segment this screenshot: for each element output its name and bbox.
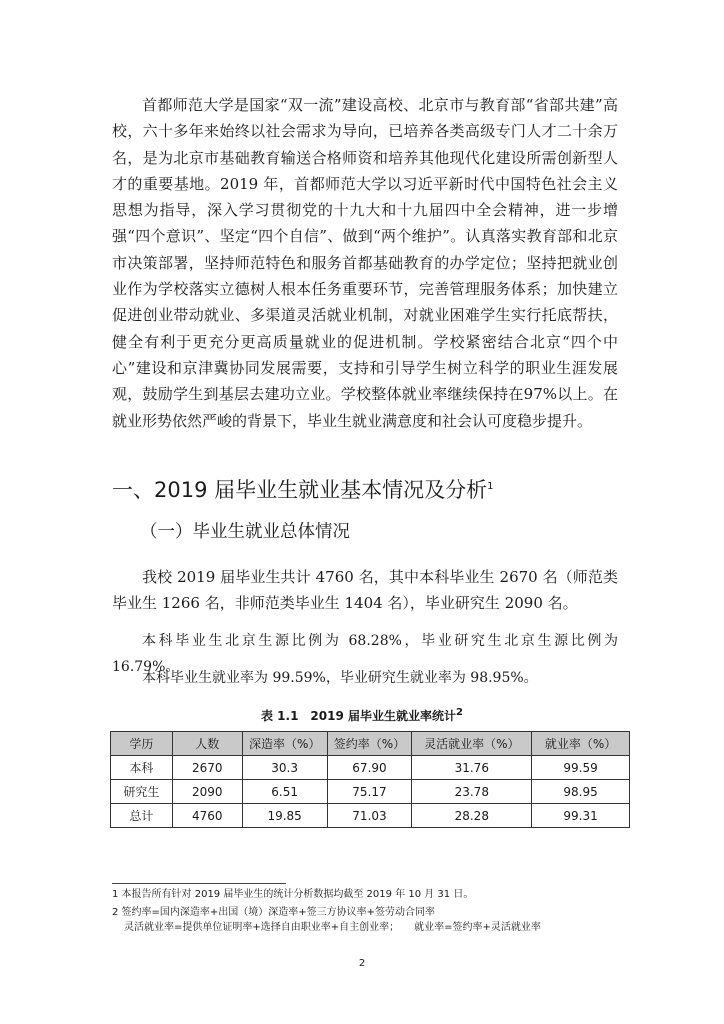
table-cell: 98.95 bbox=[532, 780, 630, 804]
subsection-heading: （一）毕业生就业总体情况 bbox=[140, 522, 350, 542]
table-cell: 2090 bbox=[172, 780, 242, 804]
section-heading-text: 一、2019 届毕业生就业基本情况及分析 bbox=[112, 478, 488, 502]
table-cell: 28.28 bbox=[412, 804, 532, 828]
table-cell: 本科 bbox=[111, 756, 173, 780]
page-number: 2 bbox=[358, 958, 366, 969]
table-cell: 6.51 bbox=[242, 780, 327, 804]
graduates-total-paragraph: 我校 2019 届毕业生共计 4760 名，其中本科毕业生 2670 名（师范类毕业生 1266 名，非师范类毕业生 1404 名），毕业研究生 2090 名。 bbox=[112, 568, 618, 613]
footnote-ref-2[interactable]: 2 bbox=[456, 707, 463, 718]
beijing-source-paragraph: 本科毕业生北京生源比例为 68.28%，毕业研究生北京生源比例为 16.79%。 bbox=[112, 633, 618, 676]
header-count: 人数 bbox=[172, 732, 242, 756]
table-cell: 23.78 bbox=[412, 780, 532, 804]
header-contract-rate: 签约率（%） bbox=[327, 732, 412, 756]
table-cell: 71.03 bbox=[327, 804, 412, 828]
employment-rate-paragraph: 本科毕业生就业率为 99.59%，毕业研究生就业率为 98.95%。 bbox=[142, 670, 538, 686]
table-row bbox=[111, 756, 630, 780]
header-flexible-employment-rate: 灵活就业率（%） bbox=[412, 732, 532, 756]
footnote-2: 2 签约率=国内深造率+出国（境）深造率+签三方协议率+签劳动合同率 bbox=[112, 907, 436, 918]
table-cell: 2670 bbox=[172, 756, 242, 780]
footnote-divider bbox=[112, 883, 286, 884]
table-caption-text: 表 1.1 2019 届毕业生就业率统计 bbox=[261, 709, 457, 723]
table-cell: 67.90 bbox=[327, 756, 412, 780]
table-cell: 31.76 bbox=[412, 756, 532, 780]
header-education: 学历 bbox=[111, 732, 173, 756]
table-row bbox=[111, 780, 630, 804]
table-cell: 75.17 bbox=[327, 780, 412, 804]
table-header-row bbox=[111, 732, 630, 756]
footnote-ref-1[interactable]: 1 bbox=[487, 481, 494, 492]
header-employment-rate: 就业率（%） bbox=[532, 732, 630, 756]
table-cell: 研究生 bbox=[111, 780, 173, 804]
employment-stats-table bbox=[110, 731, 630, 828]
table-cell: 30.3 bbox=[242, 756, 327, 780]
section-heading bbox=[112, 476, 494, 504]
footnote-1: 1 本报告所有针对 2019 届毕业生的统计分析数据均截至 2019 年 10 月 31 日。 bbox=[112, 889, 474, 900]
table-cell: 99.31 bbox=[532, 804, 630, 828]
footnote-2-continued: 灵活就业率=提供单位证明率+选择自由职业率+自主创业率； 就业率=签约率+灵活就业率 bbox=[124, 922, 541, 933]
intro-paragraph: 首都师范大学是国家“双一流”建设高校、北京市与教育部“省部共建”高校，六十多年来始终以社会需求为导向，已培养各类高级专门人才二十余万名，是为北京市基础教育输送合格师资和培养其他现代化建设所需创新型人才的重要基地。2019 年，首都师范大学以习近平新时代中国特色社会主义思想为指导，深入学习贯彻党的十九大和十九届四中全会精神，进一步增强“四个意识”、坚定“四个自信”、做到“两个维护”。认真落实教育部和北京市决策部署，坚持师范特色和服务首都基础教育的办学定位；坚持把就业创业作为学校落实立德树人根本任务重要环节，完善管理服务体系；加快建立促进创业带动就业、多渠道灵活就业机制，对就业困难学生实行托底帮扶，健全有利于更充分更高质量就业的促进机制。学校紧密结合北京“四个中心”建设和京津冀协同发展需要，支持和引导学生树立科学的职业生涯发展观，鼓励学生到基层去建功立业。学校整体就业率继续保持在97%以上。在就业形势依然严峻的背景下，毕业生就业满意度和社会认可度稳步提升。 bbox=[112, 96, 618, 430]
table-cell: 总计 bbox=[111, 804, 173, 828]
table-cell: 99.59 bbox=[532, 756, 630, 780]
table-row bbox=[111, 804, 630, 828]
header-further-study-rate: 深造率（%） bbox=[242, 732, 327, 756]
table-caption bbox=[0, 708, 724, 724]
table-cell: 4760 bbox=[172, 804, 242, 828]
table-cell: 19.85 bbox=[242, 804, 327, 828]
